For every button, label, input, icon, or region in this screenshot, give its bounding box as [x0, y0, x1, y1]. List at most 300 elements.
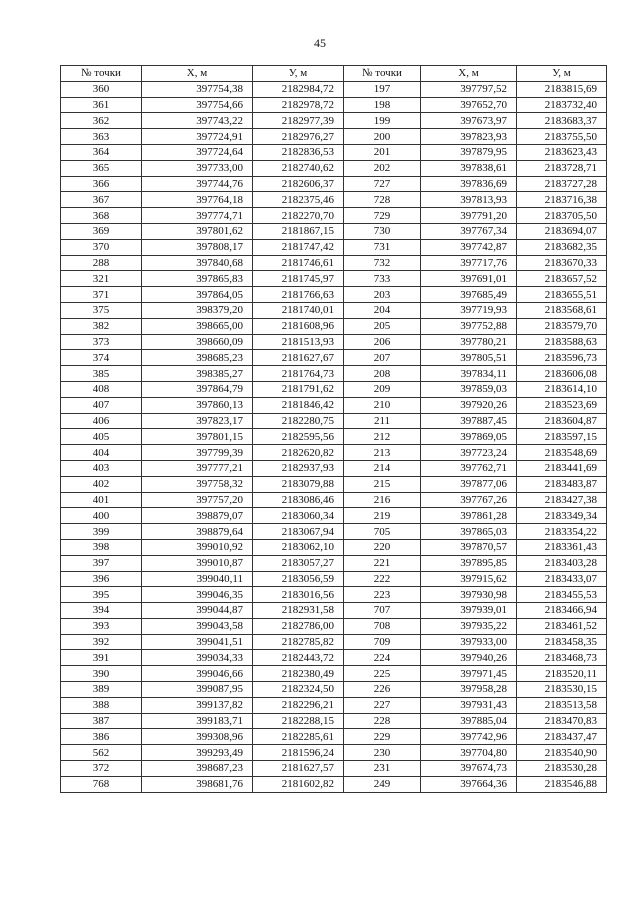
cell-y: 2183461,52	[517, 618, 607, 634]
cell-point-number: 708	[344, 618, 421, 634]
cell-point-number: 387	[61, 713, 142, 729]
cell-x: 399046,66	[142, 666, 253, 682]
cell-y: 2183716,38	[517, 192, 607, 208]
cell-point-number: 367	[61, 192, 142, 208]
cell-x: 397674,73	[421, 761, 517, 777]
table-header-row	[61, 66, 607, 82]
table-row	[61, 271, 607, 287]
cell-point-number: 224	[344, 650, 421, 666]
cell-y: 2183079,88	[253, 476, 344, 492]
cell-y: 2183530,28	[517, 761, 607, 777]
cell-point-number: 385	[61, 366, 142, 382]
cell-point-number: 398	[61, 539, 142, 555]
cell-y: 2182324,50	[253, 682, 344, 698]
cell-x: 397685,49	[421, 287, 517, 303]
cell-x: 397930,98	[421, 587, 517, 603]
cell-y: 2183441,69	[517, 460, 607, 476]
cell-y: 2182288,15	[253, 713, 344, 729]
cell-point-number: 406	[61, 413, 142, 429]
cell-x: 397719,93	[421, 302, 517, 318]
cell-y: 2182606,37	[253, 176, 344, 192]
table-row	[61, 192, 607, 208]
cell-point-number: 205	[344, 318, 421, 334]
cell-y: 2183540,90	[517, 745, 607, 761]
cell-point-number: 227	[344, 697, 421, 713]
cell-point-number: 199	[344, 113, 421, 129]
cell-point-number: 207	[344, 350, 421, 366]
table-row	[61, 603, 607, 619]
cell-y: 2183470,83	[517, 713, 607, 729]
cell-x: 397764,18	[142, 192, 253, 208]
cell-point-number: 395	[61, 587, 142, 603]
cell-y: 2182280,75	[253, 413, 344, 429]
cell-point-number: 200	[344, 129, 421, 145]
cell-point-number: 368	[61, 208, 142, 224]
cell-point-number: 391	[61, 650, 142, 666]
cell-y: 2183437,47	[517, 729, 607, 745]
table-row	[61, 776, 607, 792]
cell-x: 399041,51	[142, 634, 253, 650]
cell-y: 2181596,24	[253, 745, 344, 761]
cell-x: 397879,95	[421, 144, 517, 160]
cell-point-number: 727	[344, 176, 421, 192]
cell-y: 2183530,15	[517, 682, 607, 698]
cell-x: 397859,03	[421, 381, 517, 397]
cell-x: 397860,13	[142, 397, 253, 413]
cell-x: 397971,45	[421, 666, 517, 682]
cell-point-number: 201	[344, 144, 421, 160]
cell-point-number: 249	[344, 776, 421, 792]
cell-x: 399087,95	[142, 682, 253, 698]
cell-x: 398665,00	[142, 318, 253, 334]
cell-point-number: 393	[61, 618, 142, 634]
cell-point-number: 219	[344, 508, 421, 524]
cell-x: 397915,62	[421, 571, 517, 587]
cell-y: 2183682,35	[517, 239, 607, 255]
cell-y: 2181627,57	[253, 761, 344, 777]
cell-y: 2181846,42	[253, 397, 344, 413]
cell-x: 397939,01	[421, 603, 517, 619]
cell-x: 397885,04	[421, 713, 517, 729]
cell-y: 2183755,50	[517, 129, 607, 145]
cell-x: 397940,26	[421, 650, 517, 666]
table-row	[61, 508, 607, 524]
header-y-left: У, м	[253, 66, 344, 82]
header-point-number-left: № точки	[61, 66, 142, 82]
cell-x: 399043,58	[142, 618, 253, 634]
cell-point-number: 198	[344, 97, 421, 113]
cell-y: 2183568,61	[517, 302, 607, 318]
cell-point-number: 370	[61, 239, 142, 255]
cell-point-number: 216	[344, 492, 421, 508]
cell-y: 2183433,07	[517, 571, 607, 587]
cell-x: 397797,52	[421, 81, 517, 97]
cell-point-number: 226	[344, 682, 421, 698]
cell-point-number: 397	[61, 555, 142, 571]
cell-x: 397813,93	[421, 192, 517, 208]
cell-point-number: 215	[344, 476, 421, 492]
cell-x: 399040,11	[142, 571, 253, 587]
cell-x: 398379,20	[142, 302, 253, 318]
cell-x: 397704,80	[421, 745, 517, 761]
table-row	[61, 587, 607, 603]
cell-y: 2183513,58	[517, 697, 607, 713]
cell-x: 397733,00	[142, 160, 253, 176]
cell-y: 2182296,21	[253, 697, 344, 713]
cell-point-number: 366	[61, 176, 142, 192]
cell-point-number: 221	[344, 555, 421, 571]
table-row	[61, 524, 607, 540]
cell-x: 397664,36	[421, 776, 517, 792]
cell-point-number: 360	[61, 81, 142, 97]
cell-point-number: 408	[61, 381, 142, 397]
cell-x: 397838,61	[421, 160, 517, 176]
cell-x: 397877,06	[421, 476, 517, 492]
cell-y: 2183354,22	[517, 524, 607, 540]
cell-point-number: 386	[61, 729, 142, 745]
cell-point-number: 375	[61, 302, 142, 318]
cell-point-number: 206	[344, 334, 421, 350]
cell-x: 397777,21	[142, 460, 253, 476]
cell-y: 2182285,61	[253, 729, 344, 745]
cell-point-number: 372	[61, 761, 142, 777]
cell-point-number: 709	[344, 634, 421, 650]
cell-y: 2183670,33	[517, 255, 607, 271]
cell-point-number: 388	[61, 697, 142, 713]
cell-x: 397691,01	[421, 271, 517, 287]
cell-y: 2181513,93	[253, 334, 344, 350]
cell-x: 397767,34	[421, 223, 517, 239]
cell-y: 2181747,42	[253, 239, 344, 255]
cell-point-number: 729	[344, 208, 421, 224]
cell-y: 2183546,88	[517, 776, 607, 792]
cell-x: 398879,07	[142, 508, 253, 524]
cell-y: 2183427,38	[517, 492, 607, 508]
cell-y: 2182785,82	[253, 634, 344, 650]
header-x-right: X, м	[421, 66, 517, 82]
table-row	[61, 666, 607, 682]
table-row	[61, 318, 607, 334]
cell-point-number: 731	[344, 239, 421, 255]
cell-x: 399010,92	[142, 539, 253, 555]
cell-y: 2183606,08	[517, 366, 607, 382]
cell-y: 2182931,58	[253, 603, 344, 619]
cell-y: 2183655,51	[517, 287, 607, 303]
cell-x: 399046,35	[142, 587, 253, 603]
cell-x: 397724,91	[142, 129, 253, 145]
cell-x: 397865,83	[142, 271, 253, 287]
cell-x: 397895,85	[421, 555, 517, 571]
cell-y: 2182443,72	[253, 650, 344, 666]
table-row	[61, 129, 607, 145]
cell-x: 397742,87	[421, 239, 517, 255]
cell-y: 2183361,43	[517, 539, 607, 555]
cell-y: 2183057,27	[253, 555, 344, 571]
table-row	[61, 302, 607, 318]
cell-x: 398879,64	[142, 524, 253, 540]
table-row	[61, 334, 607, 350]
cell-x: 397801,62	[142, 223, 253, 239]
cell-point-number: 321	[61, 271, 142, 287]
cell-y: 2182380,49	[253, 666, 344, 682]
cell-y: 2182984,72	[253, 81, 344, 97]
table-row	[61, 650, 607, 666]
table-row	[61, 697, 607, 713]
cell-x: 399044,87	[142, 603, 253, 619]
cell-point-number: 288	[61, 255, 142, 271]
cell-point-number: 223	[344, 587, 421, 603]
cell-y: 2183815,69	[517, 81, 607, 97]
cell-y: 2183466,94	[517, 603, 607, 619]
table-row	[61, 634, 607, 650]
cell-point-number: 210	[344, 397, 421, 413]
cell-y: 2183468,73	[517, 650, 607, 666]
cell-point-number: 390	[61, 666, 142, 682]
cell-x: 397869,05	[421, 429, 517, 445]
cell-y: 2183604,87	[517, 413, 607, 429]
cell-y: 2182976,27	[253, 129, 344, 145]
table-row	[61, 350, 607, 366]
cell-point-number: 369	[61, 223, 142, 239]
cell-y: 2183056,59	[253, 571, 344, 587]
cell-y: 2183596,73	[517, 350, 607, 366]
cell-x: 397673,97	[421, 113, 517, 129]
table-row	[61, 223, 607, 239]
cell-x: 397935,22	[421, 618, 517, 634]
cell-x: 397865,03	[421, 524, 517, 540]
table-row	[61, 97, 607, 113]
cell-y: 2183705,50	[517, 208, 607, 224]
cell-x: 397799,39	[142, 445, 253, 461]
cell-point-number: 364	[61, 144, 142, 160]
cell-point-number: 202	[344, 160, 421, 176]
cell-y: 2182375,46	[253, 192, 344, 208]
table-row	[61, 761, 607, 777]
cell-x: 397757,20	[142, 492, 253, 508]
cell-x: 398660,09	[142, 334, 253, 350]
cell-point-number: 362	[61, 113, 142, 129]
cell-y: 2183728,71	[517, 160, 607, 176]
table-row	[61, 571, 607, 587]
cell-y: 2182740,62	[253, 160, 344, 176]
table-row	[61, 445, 607, 461]
cell-x: 397754,66	[142, 97, 253, 113]
table-row	[61, 745, 607, 761]
cell-y: 2183016,56	[253, 587, 344, 603]
cell-point-number: 197	[344, 81, 421, 97]
cell-point-number: 400	[61, 508, 142, 524]
cell-point-number: 363	[61, 129, 142, 145]
cell-x: 397823,93	[421, 129, 517, 145]
cell-x: 397752,88	[421, 318, 517, 334]
cell-y: 2182978,72	[253, 97, 344, 113]
table-row	[61, 729, 607, 745]
cell-y: 2182977,39	[253, 113, 344, 129]
cell-x: 397834,11	[421, 366, 517, 382]
table-row	[61, 381, 607, 397]
cell-point-number: 220	[344, 539, 421, 555]
cell-y: 2183732,40	[517, 97, 607, 113]
header-point-number-right: № точки	[344, 66, 421, 82]
cell-x: 399293,49	[142, 745, 253, 761]
cell-point-number: 394	[61, 603, 142, 619]
cell-point-number: 214	[344, 460, 421, 476]
header-x-left: X, м	[142, 66, 253, 82]
cell-y: 2183694,07	[517, 223, 607, 239]
table-row	[61, 113, 607, 129]
cell-x: 397652,70	[421, 97, 517, 113]
cell-y: 2183657,52	[517, 271, 607, 287]
cell-x: 397808,17	[142, 239, 253, 255]
table-row	[61, 460, 607, 476]
cell-y: 2183523,69	[517, 397, 607, 413]
cell-point-number: 230	[344, 745, 421, 761]
cell-y: 2183520,11	[517, 666, 607, 682]
cell-point-number: 705	[344, 524, 421, 540]
cell-x: 397754,38	[142, 81, 253, 97]
table-row	[61, 713, 607, 729]
cell-x: 398681,76	[142, 776, 253, 792]
cell-x: 399034,33	[142, 650, 253, 666]
cell-x: 397864,79	[142, 381, 253, 397]
cell-y: 2183483,87	[517, 476, 607, 492]
cell-point-number: 733	[344, 271, 421, 287]
cell-point-number: 365	[61, 160, 142, 176]
page-number: 45	[314, 36, 326, 50]
cell-y: 2181766,63	[253, 287, 344, 303]
cell-y: 2183086,46	[253, 492, 344, 508]
cell-x: 397870,57	[421, 539, 517, 555]
cell-x: 397780,21	[421, 334, 517, 350]
cell-x: 397717,76	[421, 255, 517, 271]
table-row	[61, 476, 607, 492]
cell-x: 397920,26	[421, 397, 517, 413]
cell-y: 2183062,10	[253, 539, 344, 555]
cell-point-number: 389	[61, 682, 142, 698]
cell-x: 397805,51	[421, 350, 517, 366]
cell-x: 397836,69	[421, 176, 517, 192]
cell-point-number: 361	[61, 97, 142, 113]
cell-x: 397887,45	[421, 413, 517, 429]
cell-y: 2182270,70	[253, 208, 344, 224]
cell-y: 2181608,96	[253, 318, 344, 334]
table-row	[61, 429, 607, 445]
cell-point-number: 228	[344, 713, 421, 729]
table-body	[61, 81, 607, 792]
cell-point-number: 203	[344, 287, 421, 303]
cell-x: 399308,96	[142, 729, 253, 745]
cell-x: 399137,82	[142, 697, 253, 713]
table-row	[61, 618, 607, 634]
table-row	[61, 366, 607, 382]
cell-x: 397762,71	[421, 460, 517, 476]
cell-point-number: 208	[344, 366, 421, 382]
cell-x: 399183,71	[142, 713, 253, 729]
table-row	[61, 176, 607, 192]
table-row	[61, 255, 607, 271]
cell-y: 2182595,56	[253, 429, 344, 445]
cell-x: 397767,26	[421, 492, 517, 508]
cell-y: 2181867,15	[253, 223, 344, 239]
cell-point-number: 209	[344, 381, 421, 397]
table-row	[61, 239, 607, 255]
cell-y: 2181602,82	[253, 776, 344, 792]
table-row	[61, 539, 607, 555]
cell-x: 397861,28	[421, 508, 517, 524]
cell-point-number: 204	[344, 302, 421, 318]
cell-point-number: 229	[344, 729, 421, 745]
cell-x: 397742,96	[421, 729, 517, 745]
cell-point-number: 222	[344, 571, 421, 587]
cell-y: 2183548,69	[517, 445, 607, 461]
table-row	[61, 160, 607, 176]
cell-x: 397743,22	[142, 113, 253, 129]
cell-y: 2183683,37	[517, 113, 607, 129]
cell-x: 399010,87	[142, 555, 253, 571]
coordinates-table	[60, 65, 607, 793]
cell-point-number: 212	[344, 429, 421, 445]
cell-x: 397823,17	[142, 413, 253, 429]
cell-point-number: 403	[61, 460, 142, 476]
cell-y: 2183614,10	[517, 381, 607, 397]
cell-point-number: 225	[344, 666, 421, 682]
table-row	[61, 492, 607, 508]
cell-y: 2181746,61	[253, 255, 344, 271]
cell-point-number: 399	[61, 524, 142, 540]
cell-point-number: 562	[61, 745, 142, 761]
cell-y: 2183067,94	[253, 524, 344, 540]
cell-y: 2181740,01	[253, 302, 344, 318]
cell-y: 2183455,53	[517, 587, 607, 603]
cell-y: 2183727,28	[517, 176, 607, 192]
cell-y: 2181764,73	[253, 366, 344, 382]
cell-x: 397801,15	[142, 429, 253, 445]
cell-x: 397958,28	[421, 682, 517, 698]
cell-x: 398385,27	[142, 366, 253, 382]
cell-y: 2183623,43	[517, 144, 607, 160]
cell-x: 397774,71	[142, 208, 253, 224]
cell-point-number: 730	[344, 223, 421, 239]
cell-point-number: 404	[61, 445, 142, 461]
cell-y: 2183060,34	[253, 508, 344, 524]
table-row	[61, 555, 607, 571]
cell-point-number: 396	[61, 571, 142, 587]
cell-x: 397723,24	[421, 445, 517, 461]
cell-x: 398685,23	[142, 350, 253, 366]
cell-point-number: 407	[61, 397, 142, 413]
cell-x: 397724,64	[142, 144, 253, 160]
cell-point-number: 373	[61, 334, 142, 350]
cell-point-number: 371	[61, 287, 142, 303]
cell-y: 2183349,34	[517, 508, 607, 524]
cell-y: 2181745,97	[253, 271, 344, 287]
table-row	[61, 208, 607, 224]
header-y-right: У, м	[517, 66, 607, 82]
cell-y: 2181627,67	[253, 350, 344, 366]
cell-point-number: 405	[61, 429, 142, 445]
cell-point-number: 707	[344, 603, 421, 619]
cell-x: 397840,68	[142, 255, 253, 271]
cell-point-number: 768	[61, 776, 142, 792]
cell-x: 397744,76	[142, 176, 253, 192]
table-row	[61, 81, 607, 97]
cell-point-number: 401	[61, 492, 142, 508]
cell-point-number: 374	[61, 350, 142, 366]
cell-point-number: 211	[344, 413, 421, 429]
cell-y: 2182836,53	[253, 144, 344, 160]
cell-y: 2182937,93	[253, 460, 344, 476]
cell-point-number: 382	[61, 318, 142, 334]
